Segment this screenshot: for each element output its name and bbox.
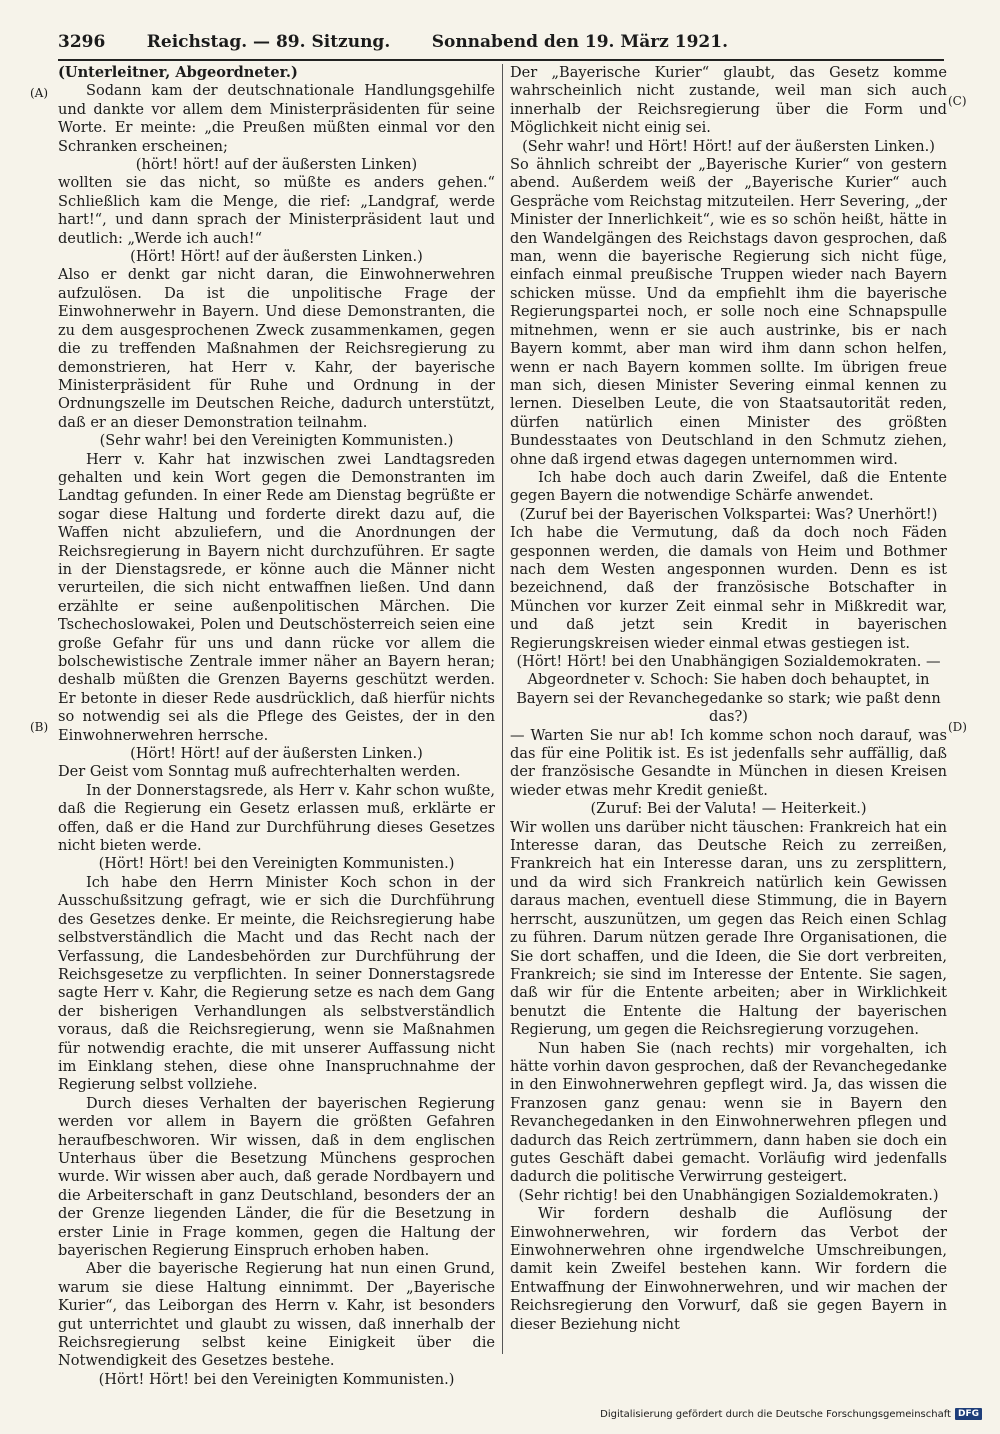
- paragraph: Ich habe den Herrn Minister Koch schon in der Ausschußsitzung gefragt, wie er sich die Durchführung des Gesetzes denke. Er meinte, die Reichsregierung habe selbstverständlich die Macht und das Recht nach der Verfassung, die Landesbehörden zur Durchführung der Reichsgesetze zu verpflichten. In seiner Donnerstagsrede sagte Herr v. Kahr, die Regierung setze es nach dem Gang der bisherigen Verhandlungen als selbstverständlich voraus, daß die Reichsregierung, wenn sie Maßnahmen für notwendig erachte, die mit unserer Auffassung nicht im Einklang stehen, diese ohne Inanspruchnahme der Regierung selbst vollziehe.: [58, 873, 495, 1094]
- interjection: (Hört! Hört! bei den Vereinigten Kommunisten.): [98, 855, 455, 873]
- paragraph: — Warten Sie nur ab! Ich komme schon noch darauf, was das für eine Politik ist. Es ist jedenfalls sehr auffällig, daß der französische Gesandte in München in diesen Kreisen wieder etwas mehr Kredit genießt.: [510, 726, 947, 799]
- interjection: (Sehr wahr! und Hört! Hört! auf der äußersten Linken.): [522, 137, 935, 155]
- interjection: (Zuruf: Bei der Valuta! — Heiterkeit.): [590, 800, 867, 818]
- paragraph: Sodann kam der deutschnationale Handlungsgehilfe und dankte vor allem dem Ministerpräsidenten für seine Worte. Er meinte: „die Preußen müßten einmal vor den Schranken erscheinen;: [58, 82, 495, 155]
- session-title: Reichstag. — 89. Sitzung.: [146, 32, 391, 52]
- paragraph: So ähnlich schreibt der „Bayerische Kurier“ von gestern abend. Außerdem weiß der „Bayerische Kurier“ auch Gespräche vom Reichstag mitzuteilen. Herr Severing, „der Minister der Innerlichkeit“, wie es so schön heißt, hätte in den Wandelgängen des Reichstags davon gesprochen, daß man, wenn die bayerische Regierung sich nicht füge, einfach einmal preußische Truppen wieder nach Bayern schicken müsse. Und da empfiehlt ihm die bayerische Regierungspartei noch, er solle noch eine Schnapspulle mitnehmen, wenn er sie auch austrinke, bis er nach Bayern kommt, aber man wird ihm dann schon helfen, wenn er nach Bayern kommen sollte. Im übrigen freue man sich, diesen Minister Severing einmal kennen zu lernen. Dieselben Leute, die von Staatsautorität reden, dürfen natürlich einen Minister des größten Bundesstaates von Deutschland in den Schmutz ziehen, ohne daß irgend etwas dagegen unternommen wird.: [510, 156, 947, 468]
- paragraph: Wir fordern deshalb die Auflösung der Einwohnerwehren, wir fordern das Verbot der Einwohnerwehren ohne irgendwelche Umschreibungen, damit kein Zweifel bestehen kann. Wir fordern die Entwaffnung der Einwohnerwehren, und wir machen der Reichsregierung den Vorwurf, daß sie gegen Bayern in dieser Beziehung nicht: [510, 1205, 947, 1333]
- interjection: (Hört! Hört! bei den Unabhängigen Sozialdemokraten. — Abgeordneter v. Schoch: Sie haben doch behauptet, in Bayern sei der Revanchegedanke so stark; wie paßt denn das?): [516, 653, 941, 726]
- margin-mark-a: (A): [30, 86, 49, 100]
- interjection: (Sehr wahr! bei den Vereinigten Kommunisten.): [99, 432, 454, 450]
- paragraph: Also er denkt gar nicht daran, die Einwohnerwehren aufzulösen. Da ist die unpolitische Frage der Einwohnerwehr in Bayern. Und diese Demonstranten, die zu dem ausgesprochenen Zweck zusammenkamen, gegen die zu treffenden Maßnahmen der Reichsregierung zu demonstrieren, hat Herr v. Kahr, der bayerische Ministerpräsident für Ruhe und Ordnung in der Ordnungszelle im Deutschen Reiche, dadurch unterstützt, daß er an dieser Demonstration teilnahm.: [58, 266, 495, 431]
- paragraph: Ich habe doch auch darin Zweifel, daß die Entente gegen Bayern die notwendige Schärfe anwendet.: [510, 468, 947, 505]
- margin-mark-b: (B): [30, 720, 49, 734]
- paragraph: Ich habe die Vermutung, daß da doch noch Fäden gesponnen werden, die damals von Heim und Bothmer nach dem Westen angesponnen wurden. Denn es ist bezeichnend, daß der französische Botschafter in München vor kurzer Zeit einmal sehr in Mißkredit war, und daß jetzt sein Kredit in bayerischen Regierungskreisen wieder einmal etwas gestiegen ist.: [510, 524, 947, 652]
- interjection: (Hört! Hört! auf der äußersten Linken.): [130, 248, 423, 266]
- left-column: [58, 64, 495, 1388]
- interjection: (Zuruf bei der Bayerischen Volkspartei: Was? Unerhört!): [519, 505, 938, 523]
- paragraph: Durch dieses Verhalten der bayerischen Regierung werden vor allem in Bayern die größten Gefahren heraufbeschworen. Wir wissen, daß in dem englischen Unterhaus über die Besetzung Münchens gesprochen wurde. Wir wissen aber auch, daß gerade Nordbayern und die Arbeiterschaft in ganz Deutschland, besonders der an der Grenze liegenden Länder, die für die Besetzung in erster Linie in Frage kommen, gegen die Haltung der bayerischen Regierung Einspruch erhoben haben.: [58, 1094, 495, 1259]
- paragraph: Der „Bayerische Kurier“ glaubt, das Gesetz komme wahrscheinlich nicht zustande, weil man sich auch innerhalb der Reichsregierung über die Form und Möglichkeit nicht einig sei.: [510, 64, 947, 137]
- margin-mark-d: (D): [948, 720, 967, 734]
- session-date: Sonnabend den 19. März 1921.: [431, 32, 728, 52]
- dfg-logo: DFG: [955, 1408, 982, 1420]
- paragraph: Wir wollen uns darüber nicht täuschen: Frankreich hat ein Interesse daran, das Deutsche Reich zu zerreißen, Frankreich hat ein Interesse daran, uns zu zersplittern, und da wird sich Frankreich natürlich kein Gewissen daraus machen, eventuell diese Stimmung, die in Bayern herrscht, auszunützen, um gegen das Reich einen Schlag zu führen. Darum nützen gerade Ihre Organisationen, die Sie dort schaffen, und die Ideen, die Sie dort verbreiten, Frankreich; sie sind im Interesse der Entente. Sie sagen, daß wir für die Entente arbeiten; aber in Wirklichkeit benutzt die Entente die Haltung der bayerischen Regierung, um gegen die Reichsregierung vorzugehen.: [510, 818, 947, 1039]
- page-number: 3296: [58, 32, 106, 52]
- paragraph: Nun haben Sie (nach rechts) mir vorgehalten, ich hätte vorhin davon gesprochen, daß der Revanchegedanke in den Einwohnerwehren gepflegt wird. Ja, das wissen die Franzosen ganz genau: wenn sie in Bayern den Revanchegedanken in den Einwohnerwehren pflegen und dadurch das Reich zertrümmern, dann haben sie doch ein gutes Geschäft dabei gemacht. Vorläufig wird jedenfalls dadurch die politische Verwirrung gesteigert.: [510, 1039, 947, 1186]
- margin-mark-c: (C): [948, 94, 967, 108]
- speaker-label: (Unterleitner, Abgeordneter.): [58, 64, 298, 81]
- paragraph: Herr v. Kahr hat inzwischen zwei Landtagsreden gehalten und kein Wort gegen die Demonstranten im Landtag gefunden. In einer Rede am Dienstag begrüßte er sogar diese Haltung und forderte direkt dazu auf, die Waffen nicht abzuliefern, und die Anordnungen der Reichsregierung in Bayern nicht durchzuführen. Er sagte in der Dienstagsrede, er könne auch die Männer nicht verurteilen, die sich nicht entwaffnen ließen. Und dann erzählte er seine außenpolitischen Märchen. Die Tschechoslowakei, Polen und Deutschösterreich seien eine große Gefahr für uns und dann rücke vor allem die bolschewistische Zentrale immer näher an Bayern heran; deshalb müßten die Grenzen Bayerns geschützt werden. Er betonte in dieser Rede ausdrücklich, daß hierfür nichts so notwendig sei als die Pflege des Geistes, der in den Einwohnerwehren herrsche.: [58, 450, 495, 744]
- interjection: (Sehr richtig! bei den Unabhängigen Sozialdemokraten.): [518, 1186, 939, 1204]
- paragraph: Der Geist vom Sonntag muß aufrechterhalten werden.: [58, 763, 461, 781]
- footer: [600, 1404, 982, 1424]
- footer-credit: Digitalisierung gefördert durch die Deutsche Forschungsgemeinschaft: [600, 1408, 951, 1420]
- interjection: (hört! hört! auf der äußersten Linken): [135, 156, 418, 174]
- paragraph: wollten sie das nicht, so müßte es anders gehen.“ Schließlich kam die Menge, die rief: „Landgraf, werde hart!“, und dann sprach der Ministerpräsident laut und deutlich: „Werde ich auch!“: [58, 174, 495, 247]
- paragraph: Aber die bayerische Regierung hat nun einen Grund, warum sie diese Haltung einnimmt. Der „Bayerische Kurier“, das Leiborgan des Herrn v. Kahr, ist besonders gut unterrichtet und glaubt zu wissen, daß innerhalb der Reichsregierung selbst keine Einigkeit über die Notwendigkeit des Gesetzes bestehe.: [58, 1260, 495, 1370]
- column-divider: [502, 64, 503, 1354]
- text-columns: [58, 64, 947, 1388]
- page-header: [58, 32, 728, 58]
- paragraph: In der Donnerstagsrede, als Herr v. Kahr schon wußte, daß die Regierung ein Gesetz erlassen muß, erklärte er offen, daß er die Hand zur Durchführung dieses Gesetzes nicht bieten werde.: [58, 781, 495, 855]
- interjection: (Hört! Hört! bei den Vereinigten Kommunisten.): [98, 1370, 455, 1388]
- right-column: [510, 64, 947, 1364]
- header-rule: [58, 59, 944, 61]
- interjection: (Hört! Hört! auf der äußersten Linken.): [130, 745, 423, 763]
